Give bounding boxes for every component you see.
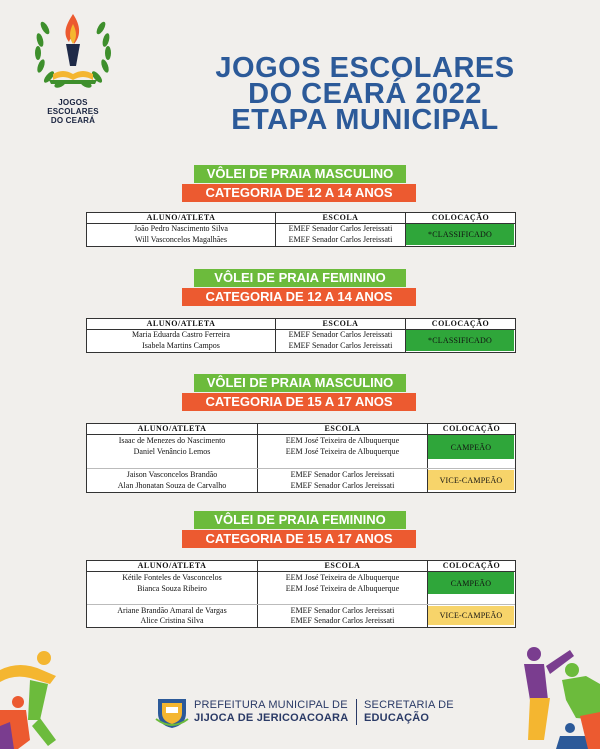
column-header-athlete: ALUNO/ATLETA [137,424,207,433]
athlete-figures-left-decoration [0,640,80,749]
athlete-figures-right-decoration [510,640,600,749]
secretaria-label: SECRETARIA DE [364,699,454,711]
column-header-athlete: ALUNO/ATLETA [146,213,216,222]
category-header-3: CATEGORIA DE 15 A 17 ANOS [182,393,416,411]
results-table-2 [86,318,516,353]
secretaria-name: EDUCAÇÃO [364,712,430,724]
sport-header-2: VÔLEI DE PRAIA FEMININO [194,269,406,287]
category-header-4: CATEGORIA DE 15 A 17 ANOS [182,530,416,548]
category-header-1: CATEGORIA DE 12 A 14 ANOS [182,184,416,202]
municipal-crest-icon [154,695,190,729]
athlete-name: Alice Cristina Silva [140,616,204,625]
logo-text-line3: DO CEARÁ [50,116,96,125]
results-table-1 [86,212,516,247]
school-name: EMEF Senador Carlos Jereissati [290,470,395,479]
school-name: EMEF Senador Carlos Jereissati [288,235,393,244]
column-header-school: ESCOLA [322,213,359,222]
school-name: EEM José Teixeira de Albuquerque [285,584,400,593]
school-name: EMEF Senador Carlos Jereissati [290,606,395,615]
title-line2: DO CEARÁ 2022 [248,78,482,110]
logo-text-line2: ESCOLARES [47,107,99,116]
athlete-name: Alan Jhonatan Souza de Carvalho [117,481,227,490]
results-table-3 [86,423,516,493]
school-name: EMEF Senador Carlos Jereissati [288,330,393,339]
page-title [180,52,550,136]
municipality-name: JIJOCA DE JERICOACOARA [194,712,349,724]
placement-badge: *CLASSIFICADO [406,224,514,245]
footer-brand [150,693,460,733]
athlete-name: Kétile Fonteles de Vasconcelos [122,573,222,582]
results-table-4 [86,560,516,628]
title-line1: JOGOS ESCOLARES [215,52,515,84]
column-header-athlete: ALUNO/ATLETA [137,561,207,570]
column-header-athlete: ALUNO/ATLETA [146,319,216,328]
athlete-name: Isabela Martins Campos [142,341,220,350]
laurel-torch-icon [25,8,121,96]
column-header-placement: COLOCAÇÃO [442,561,501,570]
title-line3: ETAPA MUNICIPAL [231,104,499,136]
placement-badge: CAMPEÃO [428,572,514,594]
sport-header-4: VÔLEI DE PRAIA FEMININO [194,511,406,529]
jogos-escolares-logo [22,8,124,130]
school-name: EEM José Teixeira de Albuquerque [285,447,400,456]
column-header-placement: COLOCAÇÃO [442,424,501,433]
sport-header-1: VÔLEI DE PRAIA MASCULINO [194,165,406,183]
placement-badge: VICE-CAMPEÃO [428,606,514,625]
placement-badge: CAMPEÃO [428,435,514,459]
athlete-name: Ariane Brandão Amaral de Vargas [117,606,227,615]
athlete-name: Will Vasconcelos Magalhães [135,235,227,244]
athlete-name: Bianca Souza Ribeiro [137,584,207,593]
athlete-name: Isaac de Menezes do Nascimento [118,436,226,445]
placement-badge: VICE-CAMPEÃO [428,470,514,490]
placement-badge: *CLASSIFICADO [406,330,514,351]
prefeitura-label: PREFEITURA MUNICIPAL DE [194,699,348,711]
school-name: EMEF Senador Carlos Jereissati [290,481,395,490]
school-name: EMEF Senador Carlos Jereissati [290,616,395,625]
logo-text-line1: JOGOS [58,98,88,107]
column-header-school: ESCOLA [322,319,359,328]
sport-header-3: VÔLEI DE PRAIA MASCULINO [194,374,406,392]
column-header-school: ESCOLA [324,424,361,433]
category-header-2: CATEGORIA DE 12 A 14 ANOS [182,288,416,306]
athlete-name: Jaison Vasconcelos Brandão [126,470,218,479]
column-header-placement: COLOCAÇÃO [431,319,490,328]
school-name: EEM José Teixeira de Albuquerque [285,436,400,445]
school-name: EEM José Teixeira de Albuquerque [285,573,400,582]
school-name: EMEF Senador Carlos Jereissati [288,341,393,350]
column-header-school: ESCOLA [324,561,361,570]
footer-divider [356,699,357,725]
school-name: EMEF Senador Carlos Jereissati [288,224,393,233]
athlete-name: Maria Eduarda Castro Ferreira [132,330,230,339]
column-header-placement: COLOCAÇÃO [431,213,490,222]
athlete-name: João Pedro Nascimento Silva [134,224,228,233]
athlete-name: Daniel Venâncio Lemos [133,447,211,456]
